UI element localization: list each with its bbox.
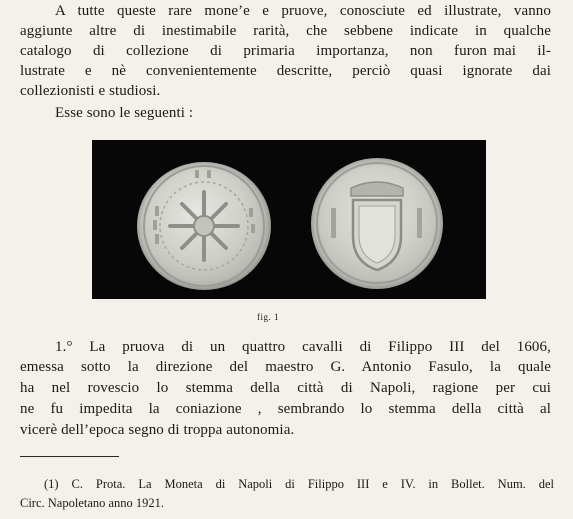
paragraph-3-line-4: ne fu impedita la coniazione , sembrando lo stemma della città al <box>20 401 551 417</box>
paragraph-3-line-2: emessa sotto la direzione del maestro G. Antonio Fasulo, la quale <box>20 359 551 375</box>
paragraph-3-line-1: 1.° La pruova di un quattro cavalli di Filippo III del 1606, <box>55 339 551 355</box>
paragraph-1-line-3: catalogo di collezione di primaria importanza, non furon mai il- <box>20 43 551 59</box>
coin-obverse-relief <box>137 162 271 290</box>
paragraph-1-line-1: A tutte queste rare mone’e e pruove, conosciute ed illustrate, vanno <box>55 3 551 19</box>
paragraph-2-line-1: Esse sono le seguenti : <box>55 105 194 121</box>
coin-obverse <box>137 162 271 290</box>
paragraph-1-line-5: collezionisti e studiosi. <box>20 83 161 99</box>
footnote-line-1: (1) C. Prota. La Moneta di Napoli di Filippo III e IV. in Bollet. Num. del <box>44 477 554 491</box>
figure-caption: fig. 1 <box>257 312 279 322</box>
coin-reverse <box>311 158 443 289</box>
coin-photograph <box>92 140 486 299</box>
coin-reverse-relief <box>311 158 443 289</box>
paragraph-1-line-2: aggiunte altre di inestimabile rarità, che sebbene indicate in qualche <box>20 23 551 39</box>
paragraph-3-line-3: ha nel rovescio lo stemma della città di Napoli, ragione per cui <box>20 380 551 396</box>
footnote-line-2: Circ. Napoletano anno 1921. <box>20 496 165 510</box>
paragraph-1-line-4: lustrate e nè convenientemente descritte, perciò quasi ignorate dai <box>20 63 551 79</box>
paragraph-3-line-5: vicerè dell’epoca segno di troppa autonomia. <box>20 422 295 438</box>
footnote-separator <box>20 456 119 457</box>
